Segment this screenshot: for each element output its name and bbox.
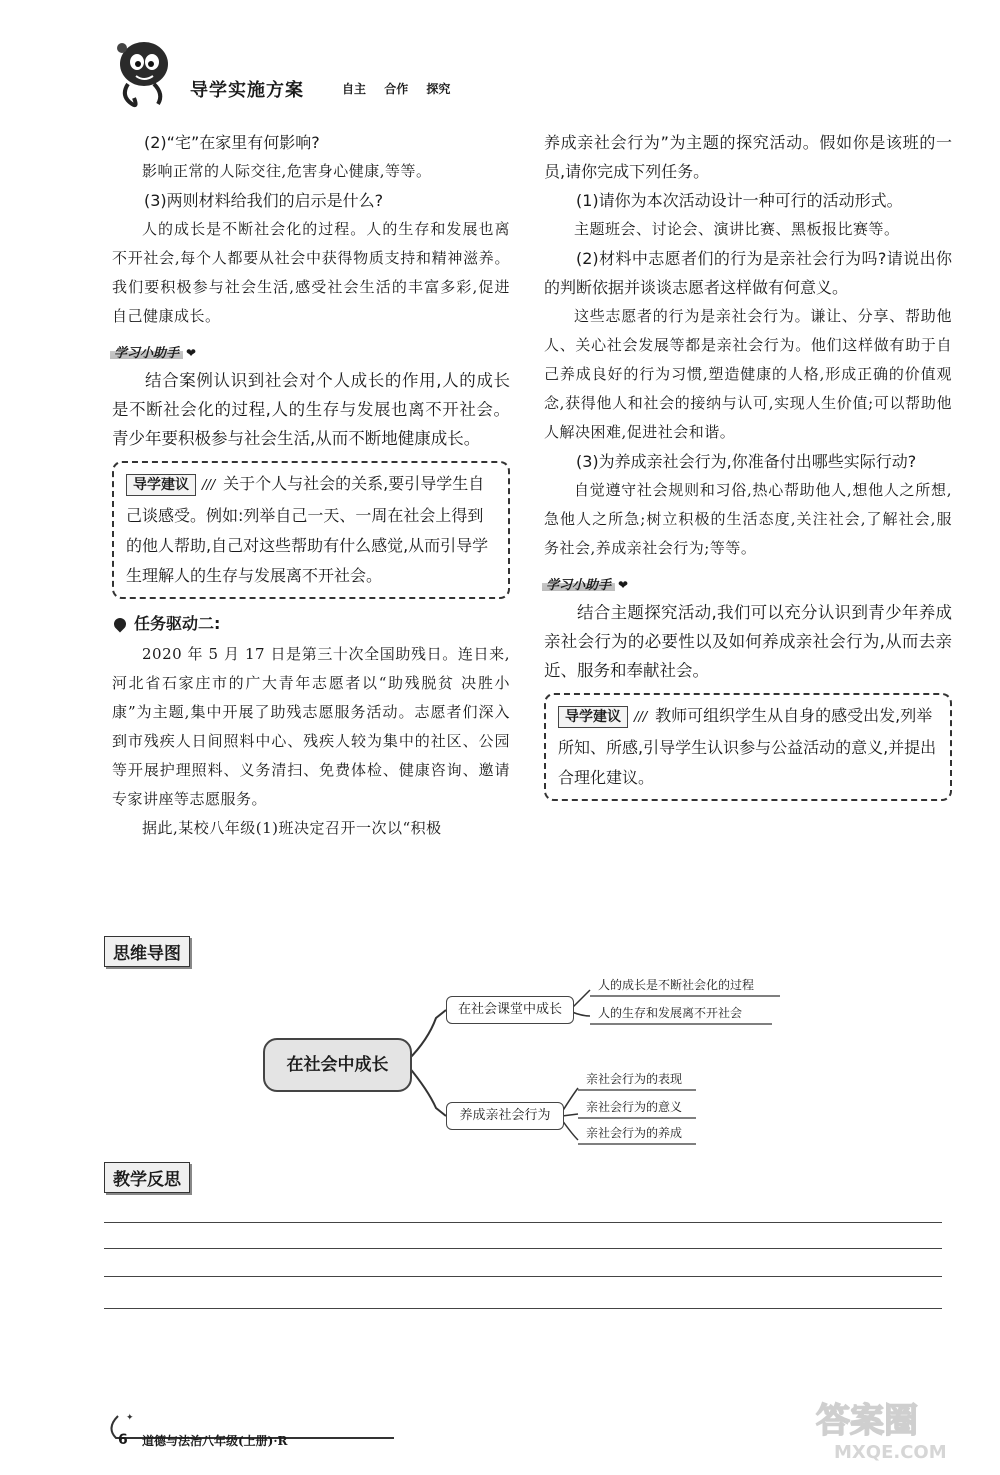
header-tag: 自主 — [342, 82, 367, 96]
svg-text:MXQE.COM: MXQE.COM — [834, 1442, 947, 1463]
question-2: (2)“宅”在家里有何影响? — [144, 133, 320, 152]
guide-label: 导学建议 — [558, 706, 628, 728]
mascot-logo — [108, 38, 178, 110]
mind-map-leaf: 亲社会行为的意义 — [586, 1100, 683, 1114]
guide-box — [544, 693, 952, 801]
question-3: (3)两则材料给我们的启示是什么? — [144, 191, 384, 210]
header-tag: 合作 — [384, 82, 409, 96]
question-2: (2)材料中志愿者们的行为是亲社会行为吗?请说出你的判断依据并谈谈志愿者这样做有何意义。 — [544, 249, 952, 297]
writing-line — [104, 1248, 942, 1249]
book-title: 道德与法治八年级(上册)·R — [142, 1434, 288, 1448]
study-helper-text: 结合主题探究活动,我们可以充分认识到青少年养成亲社会行为的必要性以及如何养成亲社会行为,从而去亲近、服务和奉献社会。 — [544, 603, 952, 680]
slashes-icon: /// — [202, 478, 216, 493]
header-title: 导学实施方案 — [190, 80, 304, 101]
reflection-label: 教学反思 — [104, 1162, 190, 1193]
answer-3: 自觉遵守社会规则和习俗,热心帮助他人,想他人之所想,急他人之所急;树立积极的生活态度,关注社会,了解社会,服务社会,养成亲社会行为;等等。 — [544, 481, 952, 557]
guide-text: 教师可组织学生从自身的感受出发,列举所知、所感,引导学生认识参与公益活动的意义,并提出合理化建议。 — [558, 706, 937, 787]
header-tags — [342, 80, 464, 97]
answer-2: 影响正常的人际交往,危害身心健康,等等。 — [142, 162, 432, 180]
left-column — [112, 128, 510, 843]
heart-icon: ❤ — [618, 578, 629, 592]
watermark-logo — [812, 1396, 972, 1466]
answer-1: 主题班会、讨论会、演讲比赛、黑板报比赛等。 — [574, 220, 900, 238]
writing-line — [104, 1276, 942, 1277]
study-helper-label: 学习小助手 ❤ — [542, 569, 628, 585]
writing-line — [104, 1222, 942, 1223]
mind-map-label: 思维导图 — [104, 936, 190, 967]
mind-map-leaf: 人的成长是不断社会化的过程 — [598, 978, 755, 992]
question-1: (1)请你为本次活动设计一种可行的活动形式。 — [576, 191, 903, 210]
mind-map-leaf: 亲社会行为的表现 — [586, 1072, 683, 1086]
page-number: 6 — [118, 1432, 128, 1448]
mind-map-leaf: 亲社会行为的养成 — [586, 1126, 683, 1140]
answer-2: 这些志愿者的行为是亲社会行为。谦让、分享、帮助他人、关心社会发展等都是亲社会行为。他们这样做有助于自己养成良好的行为习惯,塑造健康的人格,形成正确的价值观念,获得他人和社会的接纳与认可,实现人生价值;可以帮助他人解决困难,促进社会和谐。 — [544, 307, 952, 441]
writing-line — [104, 1308, 942, 1309]
mind-map-leaf: 人的生存和发展离不开社会 — [598, 1006, 743, 1020]
task-text-continued: 据此,某校八年级(1)班决定召开一次以“积极 — [142, 819, 442, 837]
guide-box — [112, 461, 510, 599]
guide-text: 关于个人与社会的关系,要引导学生自己谈感受。例如:列举自己一天、一周在社会上得到的他人帮助,自己对这些帮助有什么感觉,从而引导学生理解人的生存与发展离不开社会。 — [126, 474, 489, 585]
svg-text:答案圈: 答案圈 — [816, 1401, 918, 1441]
right-column — [544, 128, 952, 811]
question-3: (3)为养成亲社会行为,你准备付出哪些实际行动? — [576, 452, 917, 471]
study-helper-label: 学习小助手 ❤ — [110, 337, 196, 353]
header-tag: 探究 — [426, 82, 451, 96]
slashes-icon: /// — [634, 710, 648, 725]
svg-text:✦: ✦ — [126, 1413, 134, 1423]
mind-map-branch: 养成亲社会行为 — [446, 1102, 564, 1130]
guide-label: 导学建议 — [126, 474, 196, 496]
mind-map-branch: 在社会课堂中成长 — [446, 996, 574, 1024]
task-heading: 任务驱动二: — [112, 609, 510, 638]
answer-3: 人的成长是不断社会化的过程。人的生存和发展也离不开社会,每个人都要从社会中获得物质支持和精神滋养。我们要积极参与社会生活,感受社会生活的丰富多彩,促进自己健康成长。 — [112, 220, 510, 325]
study-helper-text: 结合案例认识到社会对个人成长的作用,人的成长是不断社会化的过程,人的生存与发展也离不开社会。青少年要积极参与社会生活,从而不断地健康成长。 — [112, 371, 510, 448]
location-pin-icon — [112, 616, 129, 633]
task-continued: 养成亲社会行为”为主题的探究活动。假如你是该班的一员,请你完成下列任务。 — [544, 133, 952, 181]
heart-icon: ❤ — [186, 346, 197, 360]
task-text: 2020 年 5 月 17 日是第三十次全国助残日。连日来,河北省石家庄市的广大青年志愿者以“助残脱贫 决胜小康”为主题,集中开展了助残志愿服务活动。志愿者们深入到市残疾人日间照料中心、残疾人较为集中的社区、公园等开展护理照料、义务清扫、免费体检、健康咨询、邀请专家讲座等志愿服务。 — [112, 645, 510, 808]
mind-map-root: 在社会中成长 — [263, 1038, 412, 1092]
